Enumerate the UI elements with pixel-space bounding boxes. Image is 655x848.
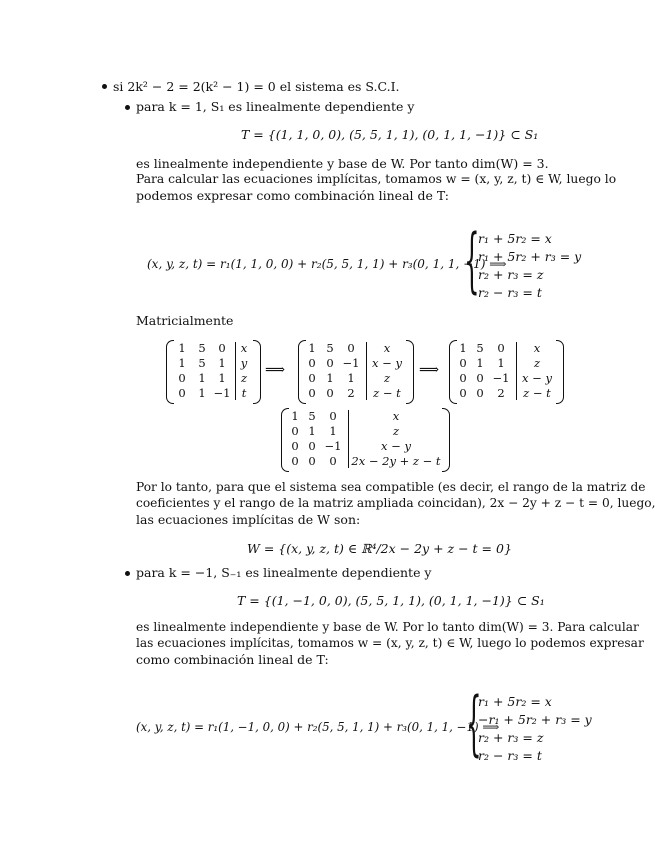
case1-conclusion-1: Por lo tanto, para que el sistema sea compatible (es decir, el rango de la matriz de [136,480,646,494]
m2-rhs: z [383,371,391,385]
m3-rhs: z [533,356,541,370]
m3-cell: 0 [476,371,484,385]
m2-cell: 5 [326,341,334,355]
case1-conclusion-3: las ecuaciones implícitas de W son: [136,512,361,527]
case1-T-set: T = {(1, 1, 0, 0), (5, 5, 1, 1), (0, 1, 1, −1)} ⊂ S₁ [241,127,539,142]
case1-eq2: r₁ + 5r₂ + r₃ = y [478,249,582,264]
case1-eq4: r₂ − r₃ = t [478,285,542,300]
m2-cell: 0 [308,371,316,385]
bullet-dot [125,571,130,576]
m1-cell: 0 [178,371,186,385]
m1-rhs: x [240,341,248,355]
m3-rhs: x − y [522,371,552,385]
m4-rhs: z [392,424,400,438]
implies-arrow: ⟹ [265,362,286,378]
m1-cell: 1 [178,356,186,370]
m1-cell: 1 [218,371,226,385]
m3-cell: 0 [459,386,467,400]
m2-cell: 0 [308,386,316,400]
case2-eq1: r₁ + 5r₂ = x [478,694,552,709]
m2-cell: 2 [347,386,355,400]
case2-T-set: T = {(1, −1, 0, 0), (5, 5, 1, 1), (0, 1, 1, −1)} ⊂ S₁ [237,593,545,608]
m1-cell: 1 [198,386,206,400]
m4-cell: 0 [329,454,337,468]
m1-rhs: y [240,356,248,370]
m4-cell: 1 [308,424,316,438]
case1-conclusion-2: coeficientes y el rango de la matriz ampliada coincidan), 2x − 2y + z − t = 0, luego, [136,496,655,510]
m2-cell: 0 [326,356,334,370]
case2-line1: es linealmente independiente y base de W. Por lo tanto dim(W) = 3. Para calcular [136,620,639,634]
m4-rhs: 2x − 2y + z − t [351,454,441,468]
m3-cell: 2 [497,386,505,400]
m2-rhs: x [383,341,391,355]
m1-cell: −1 [213,386,231,400]
m1-cell: 0 [218,341,226,355]
m1-cell: 5 [198,341,206,355]
m3-cell: 5 [476,341,484,355]
m2-rhs: z − t [373,386,401,400]
m4-cell: 0 [329,409,337,423]
m4-cell: 0 [291,454,299,468]
bullet-dot [125,105,130,110]
m1-rhs: z [240,371,248,385]
m3-cell: 0 [459,371,467,385]
m3-cell: −1 [492,371,510,385]
m3-cell: 0 [497,341,505,355]
m2-cell: 1 [308,341,316,355]
implies-arrow: ⟹ [419,362,440,378]
m1-cell: 1 [178,341,186,355]
matricialmente-label: Matricialmente [136,313,234,328]
m2-cell: 0 [308,356,316,370]
m4-cell: 5 [308,409,316,423]
m1-cell: 1 [218,356,226,370]
m3-rhs: x [533,341,541,355]
m2-cell: −1 [342,356,360,370]
case2-eq2: −r₁ + 5r₂ + r₃ = y [478,712,592,727]
m3-cell: 1 [459,341,467,355]
case1-line2: Para calcular las ecuaciones implícitas, tomamos w = (x, y, z, t) ∈ W, luego lo [136,172,617,186]
m4-cell: 0 [308,439,316,453]
m2-cell: 0 [347,341,355,355]
case2-system-brace: { [466,682,482,764]
m1-cell: 1 [198,371,206,385]
case2-eq4: r₂ − r₃ = t [478,748,542,763]
case1-line1: es linealmente independiente y base de W. Por tanto dim(W) = 3. [136,156,549,171]
case2-line3: como combinación lineal de T: [136,652,329,667]
m4-rhs: x [392,409,400,423]
m1-cell: 0 [178,386,186,400]
case2-combo: (x, y, z, t) = r₁(1, −1, 0, 0) + r₂(5, 5, 1, 1) + r₃(0, 1, 1, −1) ⟹ [136,720,500,734]
m2-rhs: x − y [372,356,402,370]
m3-cell: 1 [497,356,505,370]
m4-cell: 0 [291,424,299,438]
case2-eq3: r₂ + r₃ = z [478,730,544,745]
case1-combo: (x, y, z, t) = r₁(1, 1, 0, 0) + r₂(5, 5, 1, 1) + r₃(0, 1, 1, −1) ⟹ [147,257,507,271]
bullet-dot [102,84,107,89]
m2-cell: 1 [326,371,334,385]
m3-cell: 0 [459,356,467,370]
m4-cell: 0 [291,439,299,453]
bullet-text-sci: si 2k² − 2 = 2(k² − 1) = 0 el sistema es S.C.I. [113,79,400,94]
m1-rhs: t [241,386,247,400]
m4-rhs: x − y [381,439,411,453]
case1-line3: podemos expresar como combinación lineal de T: [136,188,449,203]
m4-cell: 0 [308,454,316,468]
case2-line2: las ecuaciones implícitas, tomamos w = (x, y, z, t) ∈ W, luego lo podemos expresar [136,636,644,650]
m4-cell: 1 [329,424,337,438]
case1-eq1: r₁ + 5r₂ = x [478,231,552,246]
m4-cell: 1 [291,409,299,423]
case1-W-set: W = {(x, y, z, t) ∈ ℝ⁴/2x − 2y + z − t = 0} [247,541,512,556]
m3-cell: 1 [476,356,484,370]
m2-cell: 1 [347,371,355,385]
case1-intro: para k = 1, S₁ es linealmente dependiente y [136,99,415,114]
case1-system-brace: { [464,219,480,301]
case1-eq3: r₂ + r₃ = z [478,267,544,282]
m3-cell: 0 [476,386,484,400]
m1-cell: 5 [198,356,206,370]
m2-cell: 0 [326,386,334,400]
case2-intro: para k = −1, S₋₁ es linealmente dependiente y [136,565,432,580]
m4-cell: −1 [324,439,342,453]
m3-rhs: z − t [523,386,551,400]
